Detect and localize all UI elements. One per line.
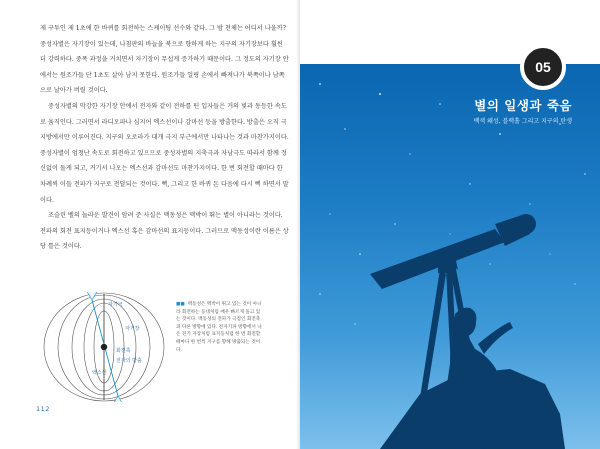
label-rotation-axis: 회전축 — [116, 348, 131, 354]
figure-caption — [176, 301, 264, 354]
chapter-badge — [520, 44, 566, 90]
page-number: 112 — [36, 405, 50, 413]
label-magnetic-pole: 자기극 — [108, 302, 123, 308]
label-xray: 엑스선 — [92, 370, 107, 376]
label-magnetic-field: 자기장 — [125, 326, 140, 332]
caption-text: 맥동성은 맥박이 뛰고 있는 것이 아니라 회전하는 등대처럼 매우 빠르게 돌고 있는 것이다. 맥동성의 전파가 극점인 회전축과 다른 방향에 있다. 전자기파 방향에서 나온 전기 자장처럼 표지등처럼 한 번 회전할 때마다 한 번씩 지구를 향해 방출되는 것이다. — [176, 302, 262, 353]
chapter-subtitle: 백색 왜성, 블랙홀 그리고 지구의 탄생 — [473, 118, 572, 125]
chapter-title: 별의 일생과 죽음 — [474, 98, 572, 113]
label-electron-emission: 전자의 방출 — [116, 358, 142, 364]
paragraph-1: 제 구투인 제 1초에 한 바퀴를 회전하는 스케이팅 선수와 같다. 그 밤 천체는 어디서 나올까? 중성자별은 자기장이 있는데, 나침판의 바늘을 북으로 향하게 하는 지구의 자기장보다 훨씬 더 강력하다. 중폭 과정을 거치면서 자기장이 무섭게 증가하기 때문이다. 그 정도의 자기장 안에서는 원조가들 단 1초도 살아 남지 못한다. 원조가들 일링 손에서 빠져나가 북쪽이나 남쪽으로 날아가 버릴 것이다. — [40, 25, 289, 95]
caption-bullet-icon: ■■ — [176, 302, 185, 307]
magnetic-field-diagram — [34, 292, 174, 402]
body-text — [40, 21, 290, 255]
paragraph-3: 조슬린 벨의 놀라운 발견이 암려 준 사실은 맥동성은 맥박이 뛰는 별이 아니라는 것이다. 전파의 회전 표지등이거나 엑스선 혹은 감마선의 표지등이다. 그러므로 맥동성이란 이름은 상당 틀은 것이다. — [40, 212, 289, 251]
paragraph-2: 중성자별의 막강한 자기장 안에서 전자와 같이 전하를 띤 입자들은 거의 빛과 동등한 속도로 움직인다. 그러면서 라디오파나 심지어 엑스선이나 감마선 등을 방출한다. 방출은 오직 극지방에서만 이루어진다. 지구의 오로라가 대개 극지 부근에서만 나타나는 것과 마찬가지이다. 중성자별이 엄청난 속도로 회전하고 있으므로 중성자별의 지축극과 자남극도 따라서 함께 정신없이 돌게 되고, 거기서 나오는 엑스선과 감마선도 마찬가지이다. 한 번 회전할 때마다 한 차례씩 이들 전파가 지구로 전달되는 것이다. 뻑, 그리고 한 바퀴 돈 다음에 다시 뻑 하면서 말이다. — [40, 102, 289, 204]
chapter-number: 05 — [535, 59, 551, 75]
